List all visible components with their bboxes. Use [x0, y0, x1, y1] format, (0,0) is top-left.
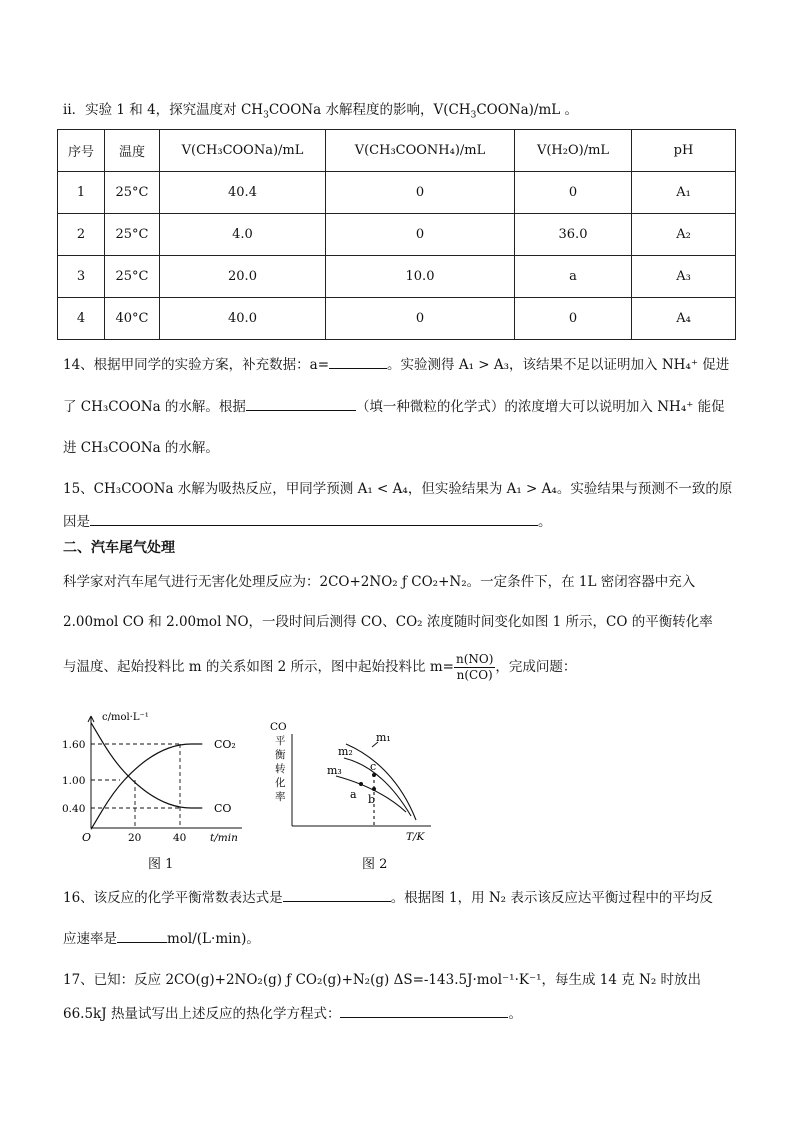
co2-series-line — [91, 744, 202, 829]
table-cell: 3 — [58, 256, 105, 298]
figure-1-chart — [62, 708, 262, 868]
table-cell: A₁ — [632, 172, 736, 214]
header-cell: 温度 — [105, 130, 160, 172]
point-label-c: c — [370, 760, 377, 773]
figure-1-caption: 图 1 — [148, 857, 174, 872]
q15-line2: 因是 。 — [63, 510, 552, 530]
table-cell: A₃ — [632, 256, 736, 298]
table-cell: A₄ — [632, 298, 736, 340]
table-cell: 2 — [58, 214, 105, 256]
intro2-line3: 与温度、起始投料比 m 的关系如图 2 所示，图中起始投料比 m= $\frac{n(NO)}{n(CO)}$ ，完成问题： — [63, 652, 577, 682]
q16-line1: 16、该反应的化学平衡常数表达式是 。根据图 1，用 N₂ 表示该反应达平衡过程中的平均反 — [63, 886, 713, 906]
answer-blank-particle[interactable] — [246, 396, 356, 411]
y-label-line: 转 — [275, 763, 286, 775]
point-b — [372, 787, 376, 791]
section-title: 二、汽车尾气处理 — [63, 540, 175, 556]
y-label-line: 率 — [275, 791, 286, 803]
y-tick-label: 1.00 — [62, 775, 86, 787]
y-axis-label: c/mol·L⁻¹ — [102, 712, 149, 723]
y-label-line: 平 — [275, 735, 286, 747]
table-cell: 4.0 — [160, 214, 326, 256]
table-cell: 0 — [515, 172, 632, 214]
table-row — [58, 214, 736, 256]
table-cell: 25°C — [105, 256, 160, 298]
y-label-line: 化 — [275, 777, 286, 789]
q17-line1: 17、已知：反应 2CO(g)+2NO₂(g) ƒ CO₂(g)+N₂(g) ΔS=-143.5J·mol⁻¹·K⁻¹，每生成 14 克 N₂ 时放出 — [63, 972, 702, 988]
table-cell: 25°C — [105, 172, 160, 214]
figure-2-caption: 图 2 — [362, 857, 388, 872]
curve-label-m3: m₃ — [327, 764, 342, 777]
curve-m1 — [346, 744, 416, 820]
point-a — [359, 782, 363, 786]
x-tick-label: 20 — [128, 832, 142, 844]
header-cell: pH — [632, 130, 736, 172]
intro2-line1: 科学家对汽车尾气进行无害化处理反应为：2CO+2NO₂ ƒ CO₂+N₂。一定条件下，在 1L 密闭容器中充入 — [63, 574, 696, 590]
header-cell: V(H₂O)/mL — [515, 130, 632, 172]
answer-blank-rate[interactable] — [117, 928, 167, 943]
point-label-a: a — [350, 788, 357, 801]
table-cell: 0 — [326, 172, 515, 214]
table-row — [58, 298, 736, 340]
figure-2-chart — [266, 712, 446, 842]
answer-blank-reason[interactable] — [90, 511, 538, 526]
answer-blank-k-expression[interactable] — [283, 887, 391, 902]
q14-line1: 14、根据甲同学的实验方案，补充数据：a= 。实验测得 A₁ > A₃，该结果不足以证明加入 NH₄⁺ 促进 — [63, 353, 729, 373]
experiment-intro: ⅱ．实验 1 和 4，探究温度对 $CH_3COONa$ 水解程度的影响，$V(CH_3COONa)/mL$ 。 — [63, 102, 579, 121]
answer-blank-equation[interactable] — [340, 1003, 508, 1018]
point-label-b: b — [368, 793, 376, 806]
table-cell: 0 — [326, 298, 515, 340]
table-row — [58, 256, 736, 298]
q15-line1: 15、CH₃COONa 水解为吸热反应，甲同学预测 A₁ < A₄，但实验结果为 A₁ > A₄。实验结果与预测不一致的原 — [63, 481, 733, 497]
answer-blank-a[interactable] — [329, 354, 387, 369]
table-cell: 40.4 — [160, 172, 326, 214]
table-cell: 0 — [326, 214, 515, 256]
point-c — [372, 773, 376, 777]
origin-label: O — [82, 831, 92, 844]
table-cell: 40°C — [105, 298, 160, 340]
q14-line2: 了 CH₃COONa 的水解。根据 （填一种微粒的化学式）的浓度增大可以说明加入 NH₄⁺ 能促 — [63, 395, 725, 415]
table-cell: A₂ — [632, 214, 736, 256]
y-label-line: CO — [270, 721, 287, 733]
x-axis-label: t/min — [210, 832, 238, 844]
q14-line3: 进 CH₃COONa 的水解。 — [63, 440, 219, 456]
header-cell: V(CH₃COONH₄)/mL — [326, 130, 515, 172]
intro2-line2: 2.00mol CO 和 2.00mol NO，一段时间后测得 CO、CO₂ 浓度随时间变化如图 1 所示，CO 的平衡转化率 — [63, 614, 713, 630]
y-label-line: 衡 — [275, 749, 286, 761]
experiment-table — [57, 129, 736, 340]
q17-line2: 66.5kJ 热量试写出上述反应的热化学方程式： 。 — [63, 1002, 522, 1022]
table-cell: 40.0 — [160, 298, 326, 340]
header-cell: 序号 — [58, 130, 105, 172]
x-tick-label: 40 — [173, 832, 187, 844]
table-cell: a — [515, 256, 632, 298]
table-cell: 20.0 — [160, 256, 326, 298]
series-label-co: CO — [214, 802, 232, 815]
table-row — [58, 172, 736, 214]
co-series-line — [91, 723, 202, 808]
table-cell: 1 — [58, 172, 105, 214]
table-cell: 10.0 — [326, 256, 515, 298]
ratio-fraction: $\frac{n(NO)}{n(CO)}$ — [455, 652, 494, 682]
table-cell: 36.0 — [515, 214, 632, 256]
table-cell: 25°C — [105, 214, 160, 256]
curve-label-m2: m₂ — [338, 745, 353, 758]
table-cell: 0 — [515, 298, 632, 340]
table-header-row — [58, 130, 736, 172]
y-tick-label: 0.40 — [62, 803, 86, 815]
curve-label-m1: m₁ — [376, 731, 391, 744]
q16-line2: 应速率是 mol/(L·min)。 — [63, 927, 260, 947]
series-label-co2: CO₂ — [214, 738, 236, 751]
table-cell: 4 — [58, 298, 105, 340]
y-tick-label: 1.60 — [62, 739, 86, 751]
x-axis-label: T/K — [406, 831, 425, 842]
header-cell: V(CH₃COONa)/mL — [160, 130, 326, 172]
